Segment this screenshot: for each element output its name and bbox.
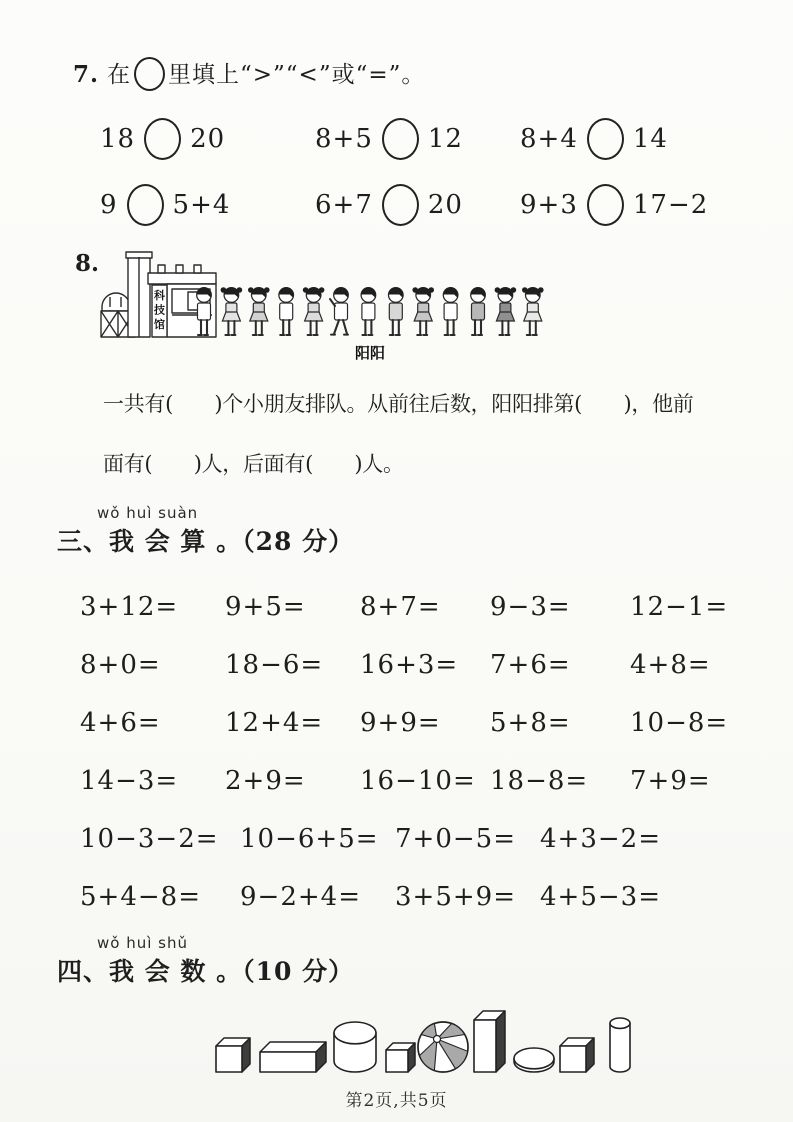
sec4-pinyin: wǒ huì shǔ (97, 934, 188, 952)
shape-ball (418, 1022, 468, 1072)
q7-comparison-item (520, 184, 708, 226)
q7-right-value: 12 (427, 124, 463, 154)
q7-left-value: 9+3 (520, 190, 578, 220)
q7-row-2 (100, 184, 708, 226)
comparison-answer-circle (144, 118, 181, 160)
calc-problem: 10−6+5= (240, 824, 379, 854)
calc-problem: 7+0−5= (395, 824, 516, 854)
shape-cylinder-short (514, 1048, 554, 1072)
calc-problem: 18−8= (490, 766, 589, 796)
child-figure-boy-walking (330, 287, 348, 334)
child-figure-boy-yangyang (361, 287, 376, 335)
calc-problem: 7+9= (630, 766, 711, 796)
q8-text-line2: 面有( )人，后面有( )人。 (103, 452, 404, 476)
comparison-answer-circle (587, 184, 624, 226)
q7-left-value: 18 (100, 124, 136, 154)
shape-cuboid (260, 1042, 326, 1072)
calc-problem: 10−3−2= (80, 824, 219, 854)
q7-comparison-item (315, 184, 520, 226)
q7-right-value: 20 (427, 190, 463, 220)
calc-problem: 7+6= (490, 650, 571, 680)
q8-text-line1: 一共有( )个小朋友排队。从前往后数，阳阳排第( )，他前 (103, 392, 694, 416)
calc-problem: 3+5+9= (395, 882, 516, 912)
q7-left-value: 8+5 (315, 124, 373, 154)
calc-row (80, 810, 740, 868)
q7-comparison-item (100, 118, 315, 160)
comparison-answer-circle (127, 184, 164, 226)
sec3-number: 三、 (57, 527, 110, 556)
calc-row (80, 752, 740, 810)
sec3-problems (80, 578, 740, 926)
child-figure-boy (279, 287, 294, 335)
question-7-heading (73, 56, 425, 91)
building-sign-text: 科技馆 (154, 289, 165, 331)
yangyang-label: 阳阳 (354, 344, 386, 362)
calc-row (80, 578, 740, 636)
roof (148, 273, 216, 284)
calc-problem: 4+8= (630, 650, 711, 680)
shape-cylinder-tall (334, 1022, 376, 1072)
calc-row (80, 636, 740, 694)
calc-problem: 9+5= (225, 592, 306, 622)
calc-row (80, 694, 740, 752)
comparison-answer-circle (587, 118, 624, 160)
child-figure-girl (221, 287, 243, 335)
calc-problem: 18−6= (225, 650, 324, 680)
queue-illustration (100, 245, 570, 365)
calc-problem: 16+3= (360, 650, 459, 680)
shape-cube (216, 1038, 250, 1072)
child-figure-boy (389, 287, 404, 335)
shape-cube (560, 1038, 594, 1072)
calc-row (80, 868, 740, 926)
sec4-title-text: 我 会 数 。 (109, 957, 243, 986)
question-8-number: 8. (75, 250, 100, 277)
calc-problem: 16−10= (360, 766, 476, 796)
child-figure-girl (412, 287, 434, 335)
shape-cylinder-thin (610, 1018, 630, 1072)
comparison-answer-circle (382, 184, 419, 226)
q7-left-value: 9 (100, 190, 118, 220)
q7-left-value: 8+4 (520, 124, 578, 154)
sec4-score: （10 分） (242, 957, 355, 986)
q7-comparison-item (520, 118, 668, 160)
q7-left-value: 6+7 (315, 190, 373, 220)
calc-problem: 9+9= (360, 708, 441, 738)
shape-cube-small (386, 1043, 415, 1072)
q7-comparison-item (100, 184, 315, 226)
sec3-pinyin: wǒ huì suàn (97, 504, 199, 522)
child-figure-girl (495, 287, 517, 335)
comparison-answer-circle (382, 118, 419, 160)
calc-problem: 5+8= (490, 708, 571, 738)
calc-problem: 8+0= (80, 650, 161, 680)
sec3-title (57, 522, 354, 558)
q7-right-value: 5+4 (172, 190, 231, 220)
q7-row-1 (100, 118, 668, 160)
q7-title-pre: 在 (107, 62, 132, 88)
child-figure-girl (303, 287, 325, 335)
sec3-title-text: 我 会 算 。 (109, 527, 243, 556)
shape-cuboid-tall (474, 1011, 505, 1072)
calc-problem: 8+7= (360, 592, 441, 622)
q7-right-value: 14 (632, 124, 668, 154)
shapes-illustration (212, 1000, 657, 1078)
sec3-score: （28 分） (242, 527, 355, 556)
sec4-title (57, 952, 354, 988)
calc-problem: 14−3= (80, 766, 179, 796)
child-figure-girl (248, 287, 270, 335)
calc-problem: 9−2+4= (240, 882, 361, 912)
calc-problem: 12−1= (630, 592, 729, 622)
child-figure-boy (471, 287, 486, 335)
calc-problem: 12+4= (225, 708, 324, 738)
calc-problem: 3+12= (80, 592, 179, 622)
page-footer: 第2页,共5页 (345, 1091, 448, 1111)
calc-problem: 9−3= (490, 592, 571, 622)
q7-right-value: 20 (190, 124, 226, 154)
children-queue (197, 287, 544, 335)
calc-problem: 4+5−3= (540, 882, 661, 912)
child-figure-girl (522, 287, 544, 335)
question-7-number: 7. (73, 61, 100, 88)
calc-problem: 4+6= (80, 708, 161, 738)
calc-problem: 10−8= (630, 708, 729, 738)
dome-icon (102, 293, 130, 311)
calc-problem: 5+4−8= (80, 882, 201, 912)
child-figure-boy (443, 287, 458, 335)
blank-circle-icon (134, 57, 165, 91)
sec4-number: 四、 (57, 957, 110, 986)
q7-comparison-item (315, 118, 520, 160)
calc-problem: 2+9= (225, 766, 306, 796)
calc-problem: 4+3−2= (540, 824, 661, 854)
q7-title-post: 里填上“>”“<”或“=”。 (168, 62, 426, 88)
q7-right-value: 17−2 (632, 190, 709, 220)
